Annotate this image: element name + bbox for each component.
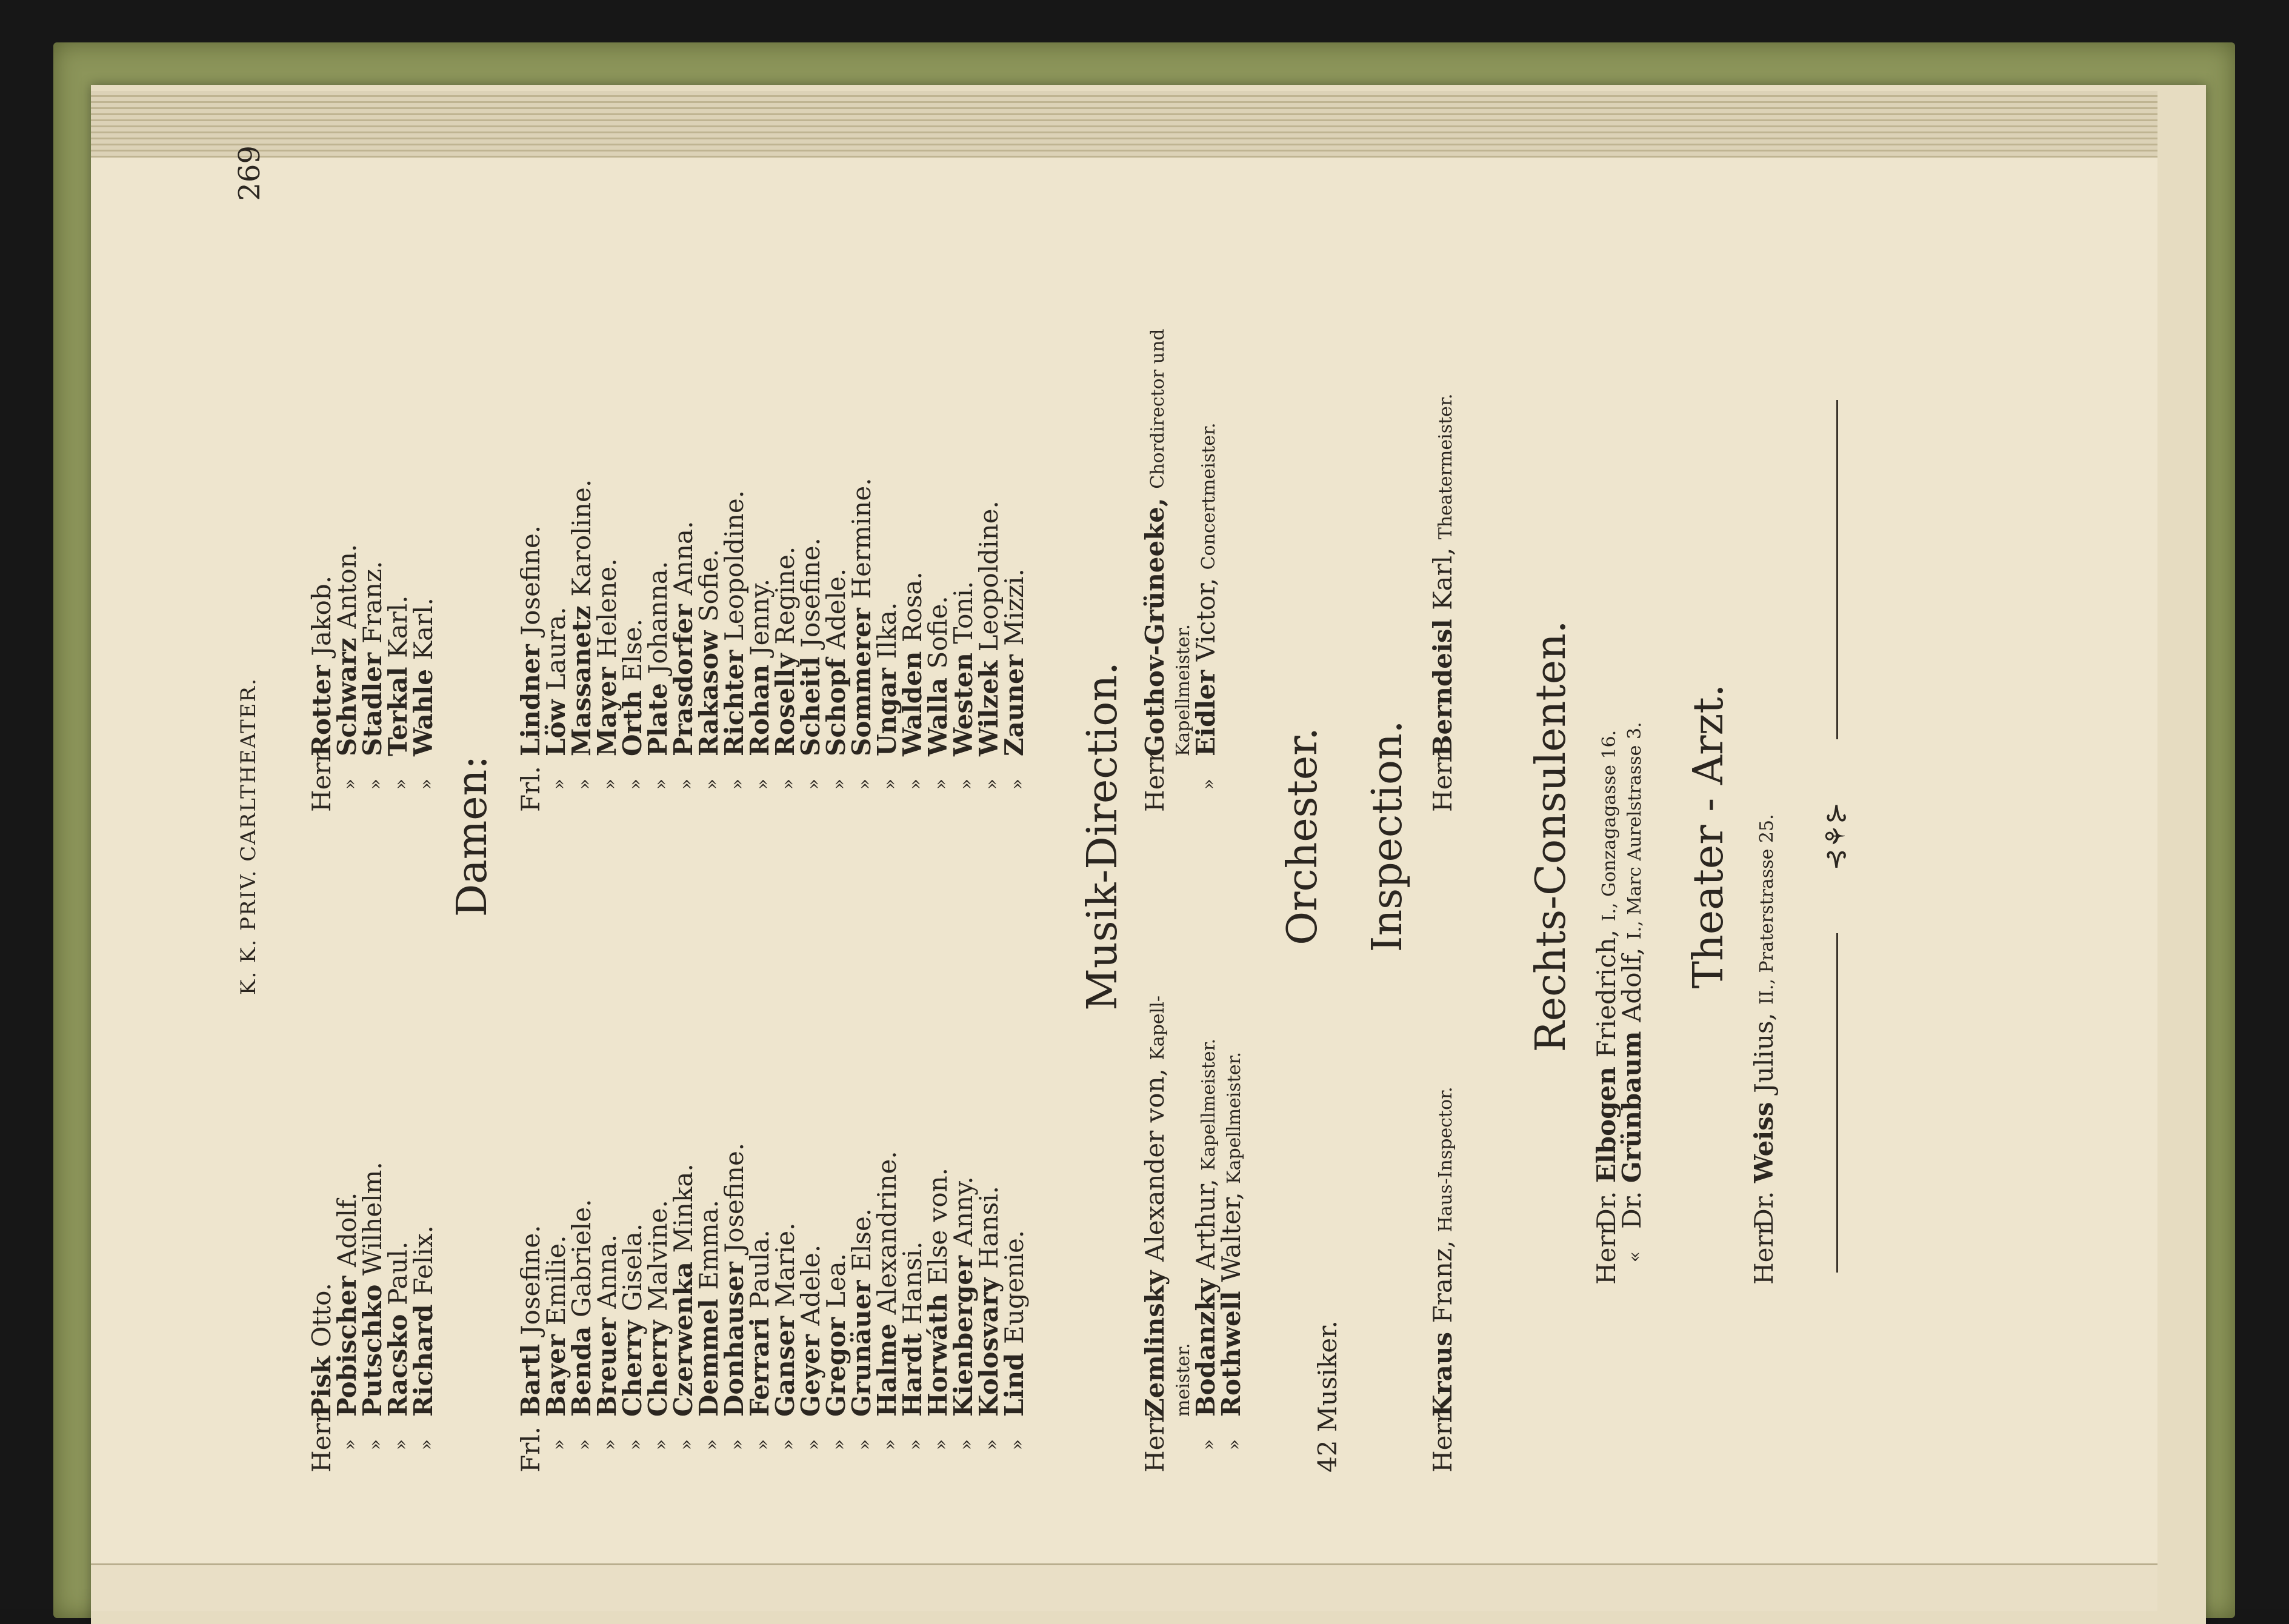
- surname: Benda: [567, 1317, 596, 1417]
- damen-entry: [696, 1143, 722, 1473]
- damen-entry: [976, 478, 1002, 812]
- damen-entry: [645, 1143, 671, 1473]
- page-number: 269: [233, 145, 267, 201]
- given-name: Laura.: [541, 607, 571, 691]
- line-prefix: »: [854, 778, 875, 790]
- surname: Orth: [618, 681, 647, 756]
- role-note: Haus-Inspector.: [1435, 1087, 1456, 1233]
- surname: Pobischer: [332, 1266, 362, 1417]
- given-name: Ilka.: [872, 602, 902, 659]
- damen-right-column: [518, 478, 1027, 812]
- damen-entry: [770, 478, 800, 812]
- line-prefix: »: [650, 778, 671, 790]
- role-note: I., Marc Aurelstrasse 3.: [1624, 722, 1645, 940]
- line-prefix: »: [752, 1439, 773, 1451]
- role-note: II., Praterstrasse 25.: [1756, 814, 1778, 1005]
- herren-entry: [385, 1162, 411, 1473]
- given-name: Josefine.: [516, 525, 545, 636]
- line-prefix: »: [930, 1439, 951, 1451]
- line-prefix: »: [599, 1439, 621, 1451]
- line-prefix: »: [548, 1439, 570, 1451]
- musik-left-column: [1142, 996, 1244, 1473]
- given-name: Julius,: [1749, 1004, 1779, 1093]
- herren-entry: [332, 1162, 362, 1473]
- title-text: Dr.: [1617, 1183, 1647, 1229]
- ornament: ⊰⚘⊱: [1821, 802, 1851, 871]
- arzt-heading: Theater - Arzt.: [1685, 684, 1733, 989]
- line-prefix: »: [574, 778, 595, 790]
- line-prefix: »: [727, 1439, 748, 1451]
- line-prefix: »: [548, 778, 570, 790]
- line-prefix: Herr: [1140, 750, 1170, 812]
- running-title: K. K. PRIV. CARLTHEATER.: [236, 677, 261, 995]
- damen-entry: [872, 478, 902, 812]
- surname: Wilzek: [974, 651, 1004, 756]
- line-prefix: »: [854, 1439, 875, 1451]
- given-name: Johanna.: [643, 561, 673, 674]
- damen-entry: [900, 1143, 925, 1473]
- given-name: Karl.: [383, 595, 413, 658]
- surname: Massanetz: [567, 596, 596, 756]
- surname: Racsko: [383, 1305, 413, 1417]
- surname: Walla: [923, 668, 953, 756]
- role-note: I., Gonzagagasse 16.: [1599, 730, 1620, 922]
- given-name: Emilie.: [541, 1235, 571, 1326]
- given-name: Jakob.: [307, 575, 336, 656]
- line-prefix: »: [416, 1439, 437, 1451]
- surname: Cherry: [643, 1311, 673, 1417]
- given-name: Josefine.: [516, 1225, 545, 1336]
- given-name: Lea.: [821, 1253, 851, 1309]
- given-name: Hermine.: [847, 478, 876, 599]
- surname: Kolosvary: [974, 1269, 1004, 1417]
- surname: Ungar: [872, 659, 902, 756]
- orchester-heading: Orchester.: [1279, 727, 1327, 945]
- surname: Hardt: [898, 1324, 927, 1417]
- given-name: Else.: [618, 618, 647, 682]
- line-prefix: »: [574, 1439, 595, 1451]
- damen-entry: [770, 1143, 800, 1473]
- surname: Breuer: [592, 1308, 622, 1417]
- damen-entry: [645, 478, 671, 812]
- damen-heading: Damen:: [448, 755, 496, 917]
- line-prefix: »: [416, 778, 437, 790]
- damen-left-column: [518, 1143, 1027, 1473]
- damen-entry: [798, 1143, 824, 1473]
- damen-entry: [900, 478, 925, 812]
- herren-entry: [385, 544, 411, 812]
- given-name: Jenny.: [745, 578, 775, 656]
- given-name: Marie.: [770, 1222, 800, 1308]
- given-name: Malvine.: [643, 1200, 673, 1312]
- line-prefix: »: [390, 1439, 411, 1451]
- herren-entry: [360, 544, 385, 812]
- surname: Lind: [999, 1343, 1029, 1417]
- damen-entry: [976, 1143, 1002, 1473]
- line-prefix: «: [1624, 1251, 1645, 1263]
- surname: Czerwenka: [668, 1253, 698, 1417]
- page-content: [233, 145, 2151, 1527]
- rechts-list: [1591, 722, 1647, 1285]
- musik-entry: [1168, 996, 1193, 1473]
- damen-entry: [925, 478, 951, 812]
- given-name: Karl.: [408, 597, 438, 661]
- surname: Plate: [643, 674, 673, 756]
- damen-entry: [948, 1143, 978, 1473]
- line-prefix: Herr: [307, 750, 336, 812]
- role-note: Kapellmeister.: [1198, 1038, 1219, 1171]
- musik-heading: Musik-Direction.: [1079, 662, 1127, 1011]
- given-name: Eugenie.: [999, 1230, 1029, 1344]
- inspection-entry: [1430, 394, 1456, 813]
- line-prefix: »: [701, 778, 722, 790]
- surname: Richter: [719, 641, 749, 756]
- role-note: Theatermeister.: [1435, 393, 1456, 540]
- given-name: Minka.: [668, 1163, 698, 1253]
- surname: Bartl: [516, 1335, 545, 1417]
- line-prefix: »: [956, 1439, 977, 1451]
- surname: Rothwell: [1216, 1282, 1246, 1417]
- line-prefix: Herr: [307, 1411, 336, 1473]
- line-prefix: Herr: [1428, 1411, 1458, 1473]
- damen-entry: [747, 1143, 773, 1473]
- rule-right: [1836, 400, 1838, 739]
- damen-entry: [620, 1143, 645, 1473]
- line-prefix: »: [1007, 778, 1028, 790]
- given-name: Leopoldine.: [719, 490, 749, 642]
- given-name: Hansi.: [974, 1185, 1004, 1270]
- role-note: Kapellmeister.: [1224, 1051, 1245, 1184]
- surname: Roselly: [770, 644, 800, 756]
- surname: Mayer: [592, 658, 622, 756]
- given-name: Franz,: [1428, 1232, 1458, 1323]
- inspection-right: [1430, 394, 1456, 813]
- given-name: Alexandrine.: [872, 1151, 902, 1315]
- line-prefix: Frl.: [516, 765, 545, 812]
- running-header: [233, 145, 279, 1527]
- given-name: Else.: [847, 1208, 876, 1271]
- orchester-line: 42 Musiker.: [1313, 1320, 1342, 1473]
- surname: Pisk: [307, 1347, 336, 1417]
- line-prefix: Herr: [1428, 750, 1458, 812]
- musik-entry: [1142, 996, 1168, 1473]
- given-name: Gisela.: [618, 1223, 647, 1312]
- surname: Schopf: [821, 649, 851, 756]
- given-name: Paula.: [745, 1230, 775, 1309]
- musik-entry: [1142, 329, 1168, 812]
- surname: Berndeisl: [1428, 610, 1458, 756]
- given-name: Sofie.: [694, 548, 724, 622]
- surname: Zemlinsky: [1140, 1261, 1170, 1417]
- given-name: Hansi.: [898, 1241, 927, 1325]
- line-prefix: »: [981, 778, 1002, 790]
- surname: Putschko: [358, 1275, 387, 1417]
- given-name: Josefine.: [719, 1142, 749, 1253]
- given-name: Mizzi.: [999, 568, 1029, 646]
- given-name: Gabriele.: [567, 1199, 596, 1318]
- inspection-entry: [1430, 1087, 1456, 1473]
- line-prefix: »: [905, 778, 926, 790]
- damen-entry: [719, 1142, 749, 1473]
- given-name: Anton.: [332, 544, 362, 629]
- surname: Halme: [872, 1314, 902, 1417]
- line-prefix: »: [1007, 1439, 1028, 1451]
- given-name: Franz.: [358, 561, 387, 644]
- given-name: Felix.: [408, 1225, 438, 1296]
- given-name: Else von.: [923, 1167, 953, 1285]
- line-prefix: »: [828, 1439, 850, 1451]
- surname: Bayer: [541, 1325, 571, 1417]
- surname: Richard: [408, 1295, 438, 1417]
- title-text: Dr.: [1749, 1183, 1779, 1229]
- surname: Donhauser: [719, 1253, 749, 1417]
- surname: Ferrari: [745, 1308, 775, 1417]
- herren-entry: [360, 1162, 385, 1473]
- given-name: Anna.: [668, 521, 698, 596]
- given-name: Sofie.: [923, 596, 953, 669]
- line-prefix: »: [1198, 778, 1219, 790]
- role-note: Kapell-: [1147, 996, 1168, 1060]
- surname: Kienberger: [948, 1246, 978, 1417]
- rechts-entry: [1619, 722, 1645, 1285]
- damen-entry: [798, 478, 824, 812]
- herren-entry: [309, 1162, 335, 1473]
- surname: Scheitl: [796, 647, 825, 756]
- surname: Lindner: [516, 635, 545, 756]
- surname: Elbogen: [1591, 1057, 1621, 1183]
- line-prefix: »: [599, 778, 621, 790]
- surname: Westen: [948, 644, 978, 756]
- role-note: Concertmeister.: [1198, 422, 1219, 570]
- given-name: Anna.: [592, 1234, 622, 1309]
- damen-entry: [821, 1143, 851, 1473]
- line-prefix: »: [1224, 1439, 1245, 1451]
- given-name: Emma.: [694, 1199, 724, 1290]
- line-prefix: »: [676, 778, 697, 790]
- given-name: Wilhelm.: [358, 1162, 387, 1276]
- surname: Ganser: [770, 1307, 800, 1417]
- line-prefix: »: [339, 1439, 361, 1451]
- surname: Eidler: [1191, 661, 1221, 756]
- surname: Grünbaum: [1617, 1022, 1647, 1183]
- surname: Wahle: [408, 660, 438, 756]
- damen-entry: [668, 1143, 698, 1473]
- rechts-entry: [1591, 722, 1621, 1285]
- damen-entry: [849, 1143, 875, 1473]
- given-name: Arthur,: [1191, 1170, 1221, 1270]
- surname: Terkal: [383, 657, 413, 756]
- role-note: Kapellmeister.: [1173, 624, 1194, 756]
- surname: Demmel: [694, 1290, 724, 1417]
- given-name: Adele.: [796, 1244, 825, 1326]
- inspection-left: [1430, 1087, 1456, 1473]
- given-name: Helene.: [592, 558, 622, 659]
- line-prefix: »: [339, 778, 361, 790]
- surname: Prasdorfer: [668, 595, 698, 756]
- given-name: Toni.: [948, 581, 978, 644]
- musik-entry: [1193, 329, 1219, 812]
- title-text: Dr.: [1591, 1183, 1621, 1229]
- damen-entry: [569, 478, 595, 812]
- surname: Löw: [541, 690, 571, 756]
- damen-entry: [948, 478, 978, 812]
- damen-entry: [719, 478, 749, 812]
- role-note: Chordirector und: [1147, 328, 1168, 489]
- damen-entry: [747, 478, 773, 812]
- musik-right-column: [1142, 329, 1219, 812]
- herren-entry: [408, 544, 438, 812]
- line-prefix: »: [727, 778, 748, 790]
- damen-entry: [620, 478, 645, 812]
- damen-entry: [541, 1143, 571, 1473]
- herren-entry: [408, 1162, 438, 1473]
- line-prefix: »: [676, 1439, 697, 1451]
- line-prefix: Herr: [1140, 1411, 1170, 1473]
- facing-page-edge: [91, 1563, 2157, 1611]
- damen-entry: [925, 1143, 951, 1473]
- damen-entry: [541, 478, 571, 812]
- rule-left: [1836, 933, 1838, 1273]
- damen-entry: [592, 478, 622, 812]
- line-prefix: »: [752, 778, 773, 790]
- given-name: Walter,: [1216, 1183, 1246, 1282]
- damen-entry: [518, 478, 544, 812]
- surname: Weiss: [1749, 1093, 1779, 1183]
- rechts-heading: Rechts-Consulenten.: [1527, 620, 1575, 1053]
- given-name: Adolf.: [332, 1192, 362, 1267]
- given-name: Adele.: [821, 568, 851, 650]
- surname: Grunäuer: [847, 1271, 876, 1417]
- line-prefix: Herr: [1749, 1223, 1779, 1285]
- given-name: Paul.: [383, 1241, 413, 1305]
- surname: Schwarz: [332, 628, 362, 756]
- line-prefix: »: [956, 778, 977, 790]
- damen-entry: [872, 1143, 902, 1473]
- given-name: Anny.: [948, 1176, 978, 1247]
- surname: Stadler: [358, 644, 387, 756]
- given-name: Josefine.: [796, 537, 825, 648]
- line-prefix: »: [701, 1439, 722, 1451]
- surname: Bodanzky: [1191, 1270, 1221, 1417]
- surname: Walden: [898, 642, 927, 756]
- line-prefix: »: [905, 1439, 926, 1451]
- line-prefix: »: [625, 1439, 646, 1451]
- inspection-heading: Inspection.: [1364, 720, 1411, 953]
- given-name: Karl,: [1428, 539, 1458, 610]
- damen-entry: [821, 478, 851, 812]
- line-prefix: »: [365, 1439, 386, 1451]
- line-prefix: Frl.: [516, 1426, 545, 1473]
- role-note: meister.: [1173, 1343, 1194, 1417]
- damen-entry: [569, 1143, 595, 1473]
- line-prefix: »: [650, 1439, 671, 1451]
- damen-entry: [849, 478, 875, 812]
- given-name: Adolf,: [1617, 939, 1647, 1022]
- surname: Rotter: [307, 656, 336, 756]
- given-name: Leopoldine.: [974, 501, 1004, 652]
- surname: Gothov-Grüneeke,: [1140, 488, 1170, 756]
- herren-entry: [309, 544, 335, 812]
- surname: Horwáth: [923, 1285, 953, 1417]
- line-prefix: »: [803, 1439, 824, 1451]
- given-name: Rosa.: [898, 571, 927, 643]
- arzt-line: [1751, 814, 1777, 1285]
- surname: Rakasow: [694, 622, 724, 756]
- musik-entry: [1216, 996, 1246, 1473]
- herren-left-column: [309, 1162, 436, 1473]
- line-prefix: »: [803, 778, 824, 790]
- musik-entry: [1168, 329, 1193, 812]
- given-name: Friedrich,: [1591, 921, 1621, 1058]
- herren-entry: [332, 544, 362, 812]
- line-prefix: »: [879, 778, 901, 790]
- surname: Gregor: [821, 1308, 851, 1417]
- line-prefix: »: [981, 1439, 1002, 1451]
- surname: Rohan: [745, 656, 775, 756]
- line-prefix: »: [365, 778, 386, 790]
- surname: Sommerer: [847, 599, 876, 756]
- line-prefix: »: [1198, 1439, 1219, 1451]
- damen-entry: [518, 1143, 544, 1473]
- line-prefix: »: [390, 778, 411, 790]
- given-name: Alexander von,: [1140, 1060, 1170, 1262]
- surname: Geyer: [796, 1325, 825, 1417]
- given-name: Otto.: [307, 1283, 336, 1348]
- given-name: Victor,: [1191, 570, 1221, 662]
- line-prefix: »: [778, 778, 799, 790]
- surname: Kraus: [1428, 1323, 1458, 1417]
- surname: Cherry: [618, 1311, 647, 1417]
- damen-entry: [696, 478, 722, 812]
- damen-entry: [999, 1143, 1029, 1473]
- herren-right-column: [309, 544, 436, 812]
- damen-entry: [668, 478, 698, 812]
- surname: Zauner: [999, 645, 1029, 756]
- given-name: Regine.: [770, 546, 800, 645]
- line-prefix: »: [828, 778, 850, 790]
- musik-entry: [1193, 996, 1219, 1473]
- line-prefix: »: [930, 778, 951, 790]
- damen-entry: [999, 478, 1029, 812]
- line-prefix: »: [879, 1439, 901, 1451]
- line-prefix: »: [778, 1439, 799, 1451]
- arzt-entry: [1751, 814, 1777, 1285]
- line-prefix: »: [625, 778, 646, 790]
- given-name: Karoline.: [567, 479, 596, 597]
- line-prefix: Herr: [1591, 1223, 1621, 1285]
- damen-entry: [592, 1143, 622, 1473]
